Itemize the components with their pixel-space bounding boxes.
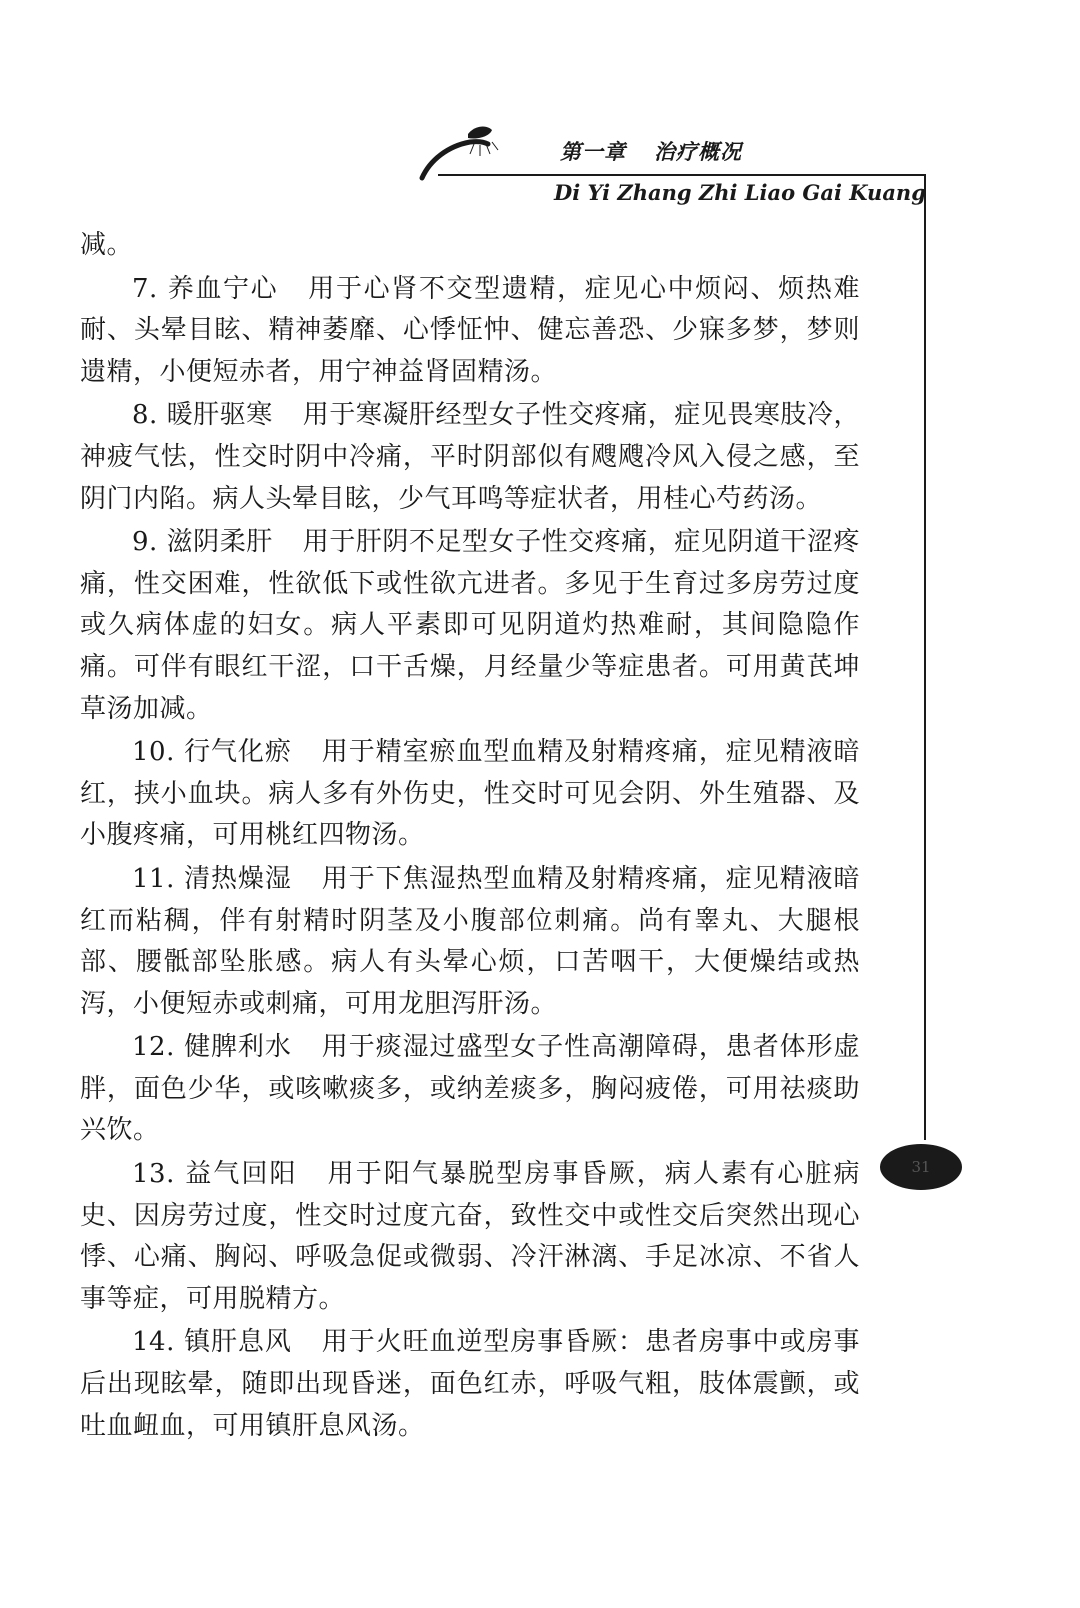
item-number: 13.	[132, 1159, 175, 1190]
paragraph-text: 用于精室瘀血型血精及射精疼痛，症见精液暗红，挟小血块。病人多有外伤史，性交时可见会阴、外生殖器、及小腹疼痛，可用桃红四物汤。	[80, 737, 860, 851]
paragraph	[80, 1154, 860, 1320]
page-number-tab: 31	[880, 1144, 962, 1190]
item-term: 行气化瘀	[184, 737, 292, 768]
item-number: 11.	[132, 863, 175, 894]
paragraph-text: 减。	[80, 230, 134, 260]
item-number: 12.	[132, 1032, 175, 1063]
paragraph-text: 用于痰湿过盛型女子性高潮障碍，患者体形虚胖，面色少华，或咳嗽痰多，或纳差痰多，胸闷疲倦，可用祛痰助兴饮。	[80, 1032, 860, 1146]
lamp-ornament-icon	[418, 120, 538, 182]
paragraph	[80, 522, 860, 730]
item-term: 镇肝息风	[184, 1327, 292, 1358]
paragraph-text: 用于火旺血逆型房事昏厥：患者房事中或房事后出现眩晕，随即出现昏迷，面色红赤，呼吸气粗，肢体震颤，或吐血衄血，可用镇肝息风汤。	[80, 1327, 860, 1441]
item-number: 14.	[132, 1327, 175, 1358]
paragraph-text: 用于心肾不交型遗精，症见心中烦闷、烦热难耐、头晕目眩、精神萎靡、心悸怔忡、健忘善恐、少寐多梦，梦则遗精，小便短赤者，用宁神益肾固精汤。	[80, 273, 860, 387]
paragraph	[80, 732, 860, 857]
paragraph	[80, 1322, 860, 1447]
item-term: 滋阴柔肝	[166, 527, 273, 558]
chapter-pinyin: Di Yi Zhang Zhi Liao Gai Kuang	[554, 180, 926, 205]
paragraph-text: 用于阳气暴脱型房事昏厥，病人素有心脏病史、因房劳过度，性交时过度亢奋，致性交中或性交后突然出现心悸、心痛、胸闷、呼吸急促或微弱、冷汗淋漓、手足冰凉、不省人事等症，可用脱精方。	[80, 1159, 860, 1314]
item-term: 暖肝驱寒	[166, 400, 273, 431]
paragraph	[80, 269, 860, 394]
paragraph-text: 用于下焦湿热型血精及射精疼痛，症见精液暗红而粘稠，伴有射精时阴茎及小腹部位刺痛。尚有睾丸、大腿根部、腰骶部坠胀感。病人有头晕心烦，口苦咽干，大便燥结或热泻，小便短赤或刺痛，可用龙胆泻肝汤。	[80, 863, 860, 1019]
paragraph	[80, 1027, 860, 1152]
item-number: 9.	[132, 527, 158, 558]
item-term: 健脾利水	[184, 1032, 292, 1063]
chapter-heading	[560, 136, 742, 166]
paragraph	[80, 859, 860, 1025]
body-text	[80, 225, 860, 1449]
chapter-number: 第一章	[560, 139, 626, 164]
item-number: 7.	[132, 273, 158, 304]
paragraph-text: 用于寒凝肝经型女子性交疼痛，症见畏寒肢冷，神疲气怯，性交时阴中冷痛，平时阴部似有飕飕冷风入侵之感，至阴门内陷。病人头晕目眩，少气耳鸣等症状者，用桂心芍药汤。	[80, 400, 860, 514]
paragraph	[80, 225, 860, 267]
chapter-title: 治疗概况	[654, 139, 742, 164]
paragraph-text: 用于肝阴不足型女子性交疼痛，症见阴道干涩疼痛，性交困难，性欲低下或性欲亢进者。多见于生育过多房劳过度或久病体虚的妇女。病人平素即可见阴道灼热难耐，其间隐隐作痛。可伴有眼红干涩，口干舌燥，月经量少等症患者。可用黄芪坤草汤加减。	[80, 527, 860, 724]
header-rule	[438, 174, 926, 176]
item-term: 益气回阳	[185, 1159, 298, 1190]
item-term: 清热燥湿	[184, 863, 292, 894]
item-number: 10.	[132, 737, 175, 768]
paragraph	[80, 395, 860, 520]
item-number: 8.	[132, 400, 158, 431]
item-term: 养血宁心	[167, 273, 279, 304]
side-rule	[924, 175, 926, 1140]
